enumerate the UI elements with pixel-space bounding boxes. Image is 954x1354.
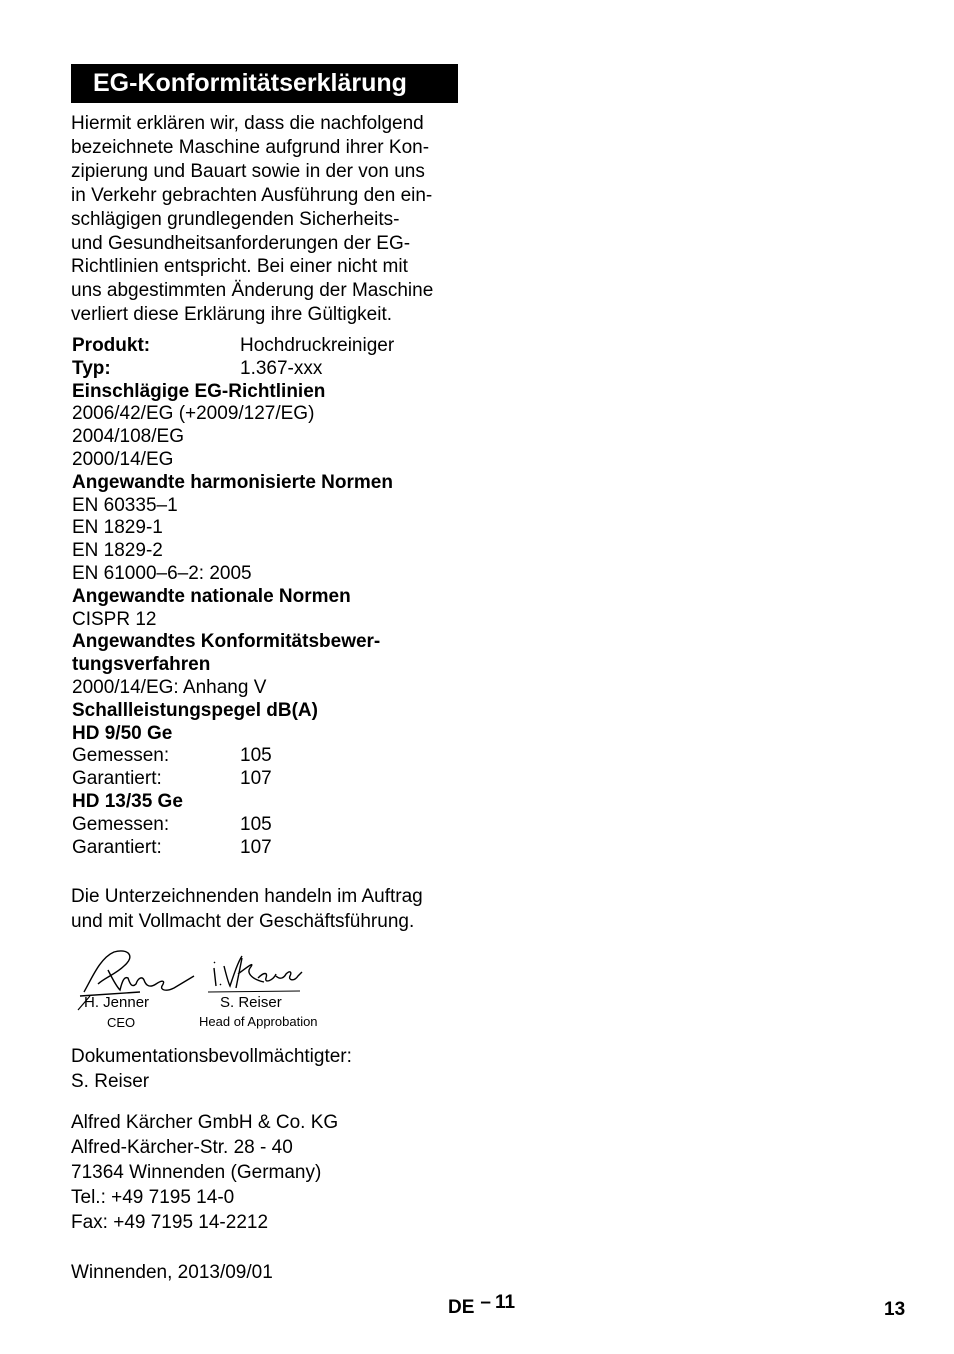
sound-heading: Schallleistungspegel dB(A) [72,699,318,721]
signer-name: S. Reiser [220,994,282,1011]
page-number: 13 [884,1299,906,1320]
harmonized-item: EN 1829-1 [72,517,163,539]
guaranteed-label: Garantiert: [72,836,162,858]
documentation-representative: Dokumentationsbevollmächtigter: S. Reiser [71,1046,352,1092]
page-title: EG-Konformitätserklärung [71,64,458,103]
measured-row [72,745,472,768]
guaranteed-value: 107 [240,768,272,790]
measured-row [72,814,472,837]
company-address: Alfred Kärcher GmbH & Co. KG Alfred-Kärcher-Str. 28 - 40 71364 Winnenden (Germany) Tel.: +49 7195 14-0 Fax: +49 7195 14-2212 [71,1112,339,1233]
footer-section [448,1292,516,1319]
product-label: Produkt: [72,335,151,356]
national-heading: Angewandte nationale Normen [72,585,351,607]
signer-role: CEO [107,1015,136,1030]
date-line: Winnenden, 2013/09/01 [71,1262,273,1283]
spec-list [72,335,472,859]
product-row [72,335,472,358]
harmonized-item: EN 61000–6–2: 2005 [72,562,252,584]
type-value: 1.367-xxx [240,357,323,379]
model-name: HD 9/50 Ge [72,722,173,744]
measured-label: Gemessen: [72,745,170,767]
type-row [72,358,472,381]
intro-paragraph: Hiermit erklären wir, dass die nachfolgend bezeichnete Maschine aufgrund ihrer Kon- zipierung und Bauart sowie in der von uns in Verkehr gebrachten Ausführung den ein- schlägigen grundlegenden Sicherheits- und Gesundheitsanforderungen der EG- Richtlinien entspricht. Bei einer nicht mit uns abgestimmten Änderung der Maschine verliert diese Erklärung ihre Gültigkeit. [71,113,434,326]
conformity-item: 2000/14/EG: Anhang V [72,676,267,698]
reiser-signature-line [208,991,300,992]
harmonized-item: EN 1829-2 [72,540,163,562]
jenner-signature-stroke [80,951,194,996]
directives-heading: Einschlägige EG-Richtlinien [72,380,326,402]
measured-value: 105 [240,813,272,835]
signer-name: H. Jenner [84,994,150,1011]
footer-lang: DE [448,1297,475,1318]
directive-item: 2006/42/EG (+2009/127/EG) [72,403,315,425]
footer-section-page: 11 [494,1292,516,1313]
product-value: Hochdruckreiniger [240,335,395,356]
directive-item: 2004/108/EG [72,426,184,448]
signer-role: Head of Approbation [199,1014,318,1029]
measured-value: 105 [240,745,272,767]
signature-block [70,944,350,1034]
footer-dash: – [480,1292,491,1313]
guaranteed-label: Garantiert: [72,768,162,790]
harmonized-heading: Angewandte harmonisierte Normen [72,471,393,493]
directive-item: 2000/14/EG [72,448,174,470]
conformity-heading: tungsverfahren [72,654,211,676]
guaranteed-row [72,768,472,791]
conformity-heading: Angewandtes Konformitätsbewer- [72,631,381,653]
national-item: CISPR 12 [72,608,157,630]
model-name: HD 13/35 Ge [72,790,183,812]
harmonized-item: EN 60335–1 [72,494,178,516]
guaranteed-row [72,837,472,860]
signers-statement: Die Unterzeichnenden handeln im Auftrag und mit Vollmacht der Geschäftsführung. [71,886,423,932]
reiser-signature-stroke [214,956,302,988]
guaranteed-value: 107 [240,836,272,858]
measured-label: Gemessen: [72,813,170,835]
type-label: Typ: [72,357,111,379]
